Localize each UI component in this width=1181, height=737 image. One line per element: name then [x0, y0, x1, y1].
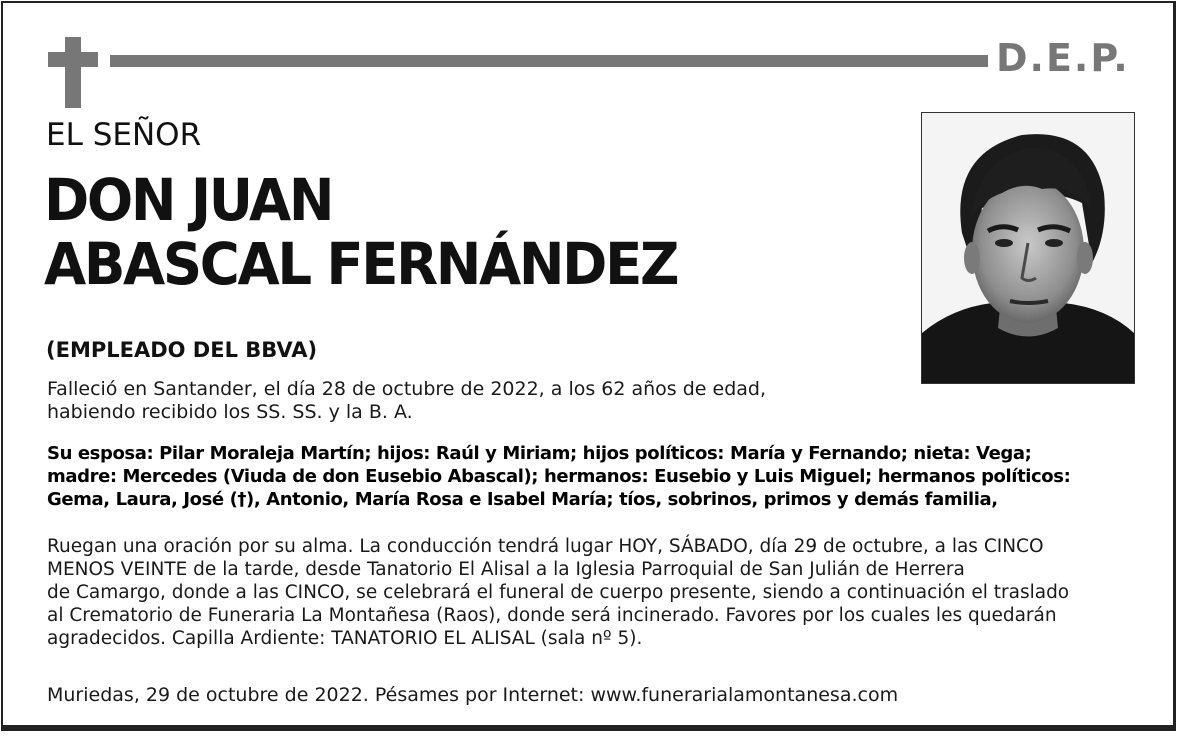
- name-line-1: DON JUAN: [44, 166, 333, 234]
- footer-line: Muriedas, 29 de octubre de 2022. Pésames por Internet: www.funerarialamontanesa.com: [47, 684, 899, 706]
- text-line: de Camargo, donde a las CINCO, se celebrará el funeral de cuerpo presente, siendo a continuación el traslado: [47, 582, 1070, 603]
- text-line: Gema, Laura, José (†), Antonio, María Rosa e Isabel María; tíos, sobrinos, primos y demás familia,: [47, 489, 998, 510]
- text-line: Ruegan una oración por su alma. La conducción tendrá lugar HOY, SÁBADO, día 29 de octubre, a las CINCO: [47, 536, 1044, 557]
- dep-label: D.E.P.: [996, 36, 1130, 80]
- text-line: MENOS VEINTE de la tarde, desde Tanatorio El Alisal a la Iglesia Parroquial de San Julián de Herrera: [47, 559, 965, 580]
- occupation: (EMPLEADO DEL BBVA): [46, 338, 318, 362]
- title-prefix: EL SEÑOR: [46, 117, 202, 153]
- text-line: agradecidos. Capilla Ardiente: TANATORIO EL ALISAL (sala nº 5).: [47, 628, 643, 649]
- header-rule: [110, 55, 988, 67]
- portrait-photo: [921, 112, 1135, 384]
- text-line: al Crematorio de Funeraria La Montañesa (Raos), donde será incinerado. Favores por los cuales les quedarán: [47, 605, 1057, 626]
- cross-icon-vertical: [65, 37, 81, 108]
- name-line-2: ABASCAL FERNÁNDEZ: [44, 230, 678, 298]
- family-paragraph: [47, 442, 1070, 511]
- text-line: Su esposa: Pilar Moraleja Martín; hijos: Raúl y Miriam; hijos políticos: María y Fernando; nieta: Vega;: [47, 443, 1032, 464]
- text-line: habiendo recibido los SS. SS. y la B. A.: [47, 401, 413, 423]
- text-line: madre: Mercedes (Viuda de don Eusebio Abascal); hermanos: Eusebio y Luis Miguel; hermanos políticos:: [47, 466, 1071, 487]
- deceased-name: [44, 168, 677, 296]
- text-line: Falleció en Santander, el día 28 de octubre de 2022, a los 62 años de edad,: [47, 378, 767, 400]
- funeral-details-paragraph: [47, 535, 1069, 650]
- cross-icon-horizontal: [48, 52, 98, 67]
- death-notice-paragraph: [47, 378, 766, 424]
